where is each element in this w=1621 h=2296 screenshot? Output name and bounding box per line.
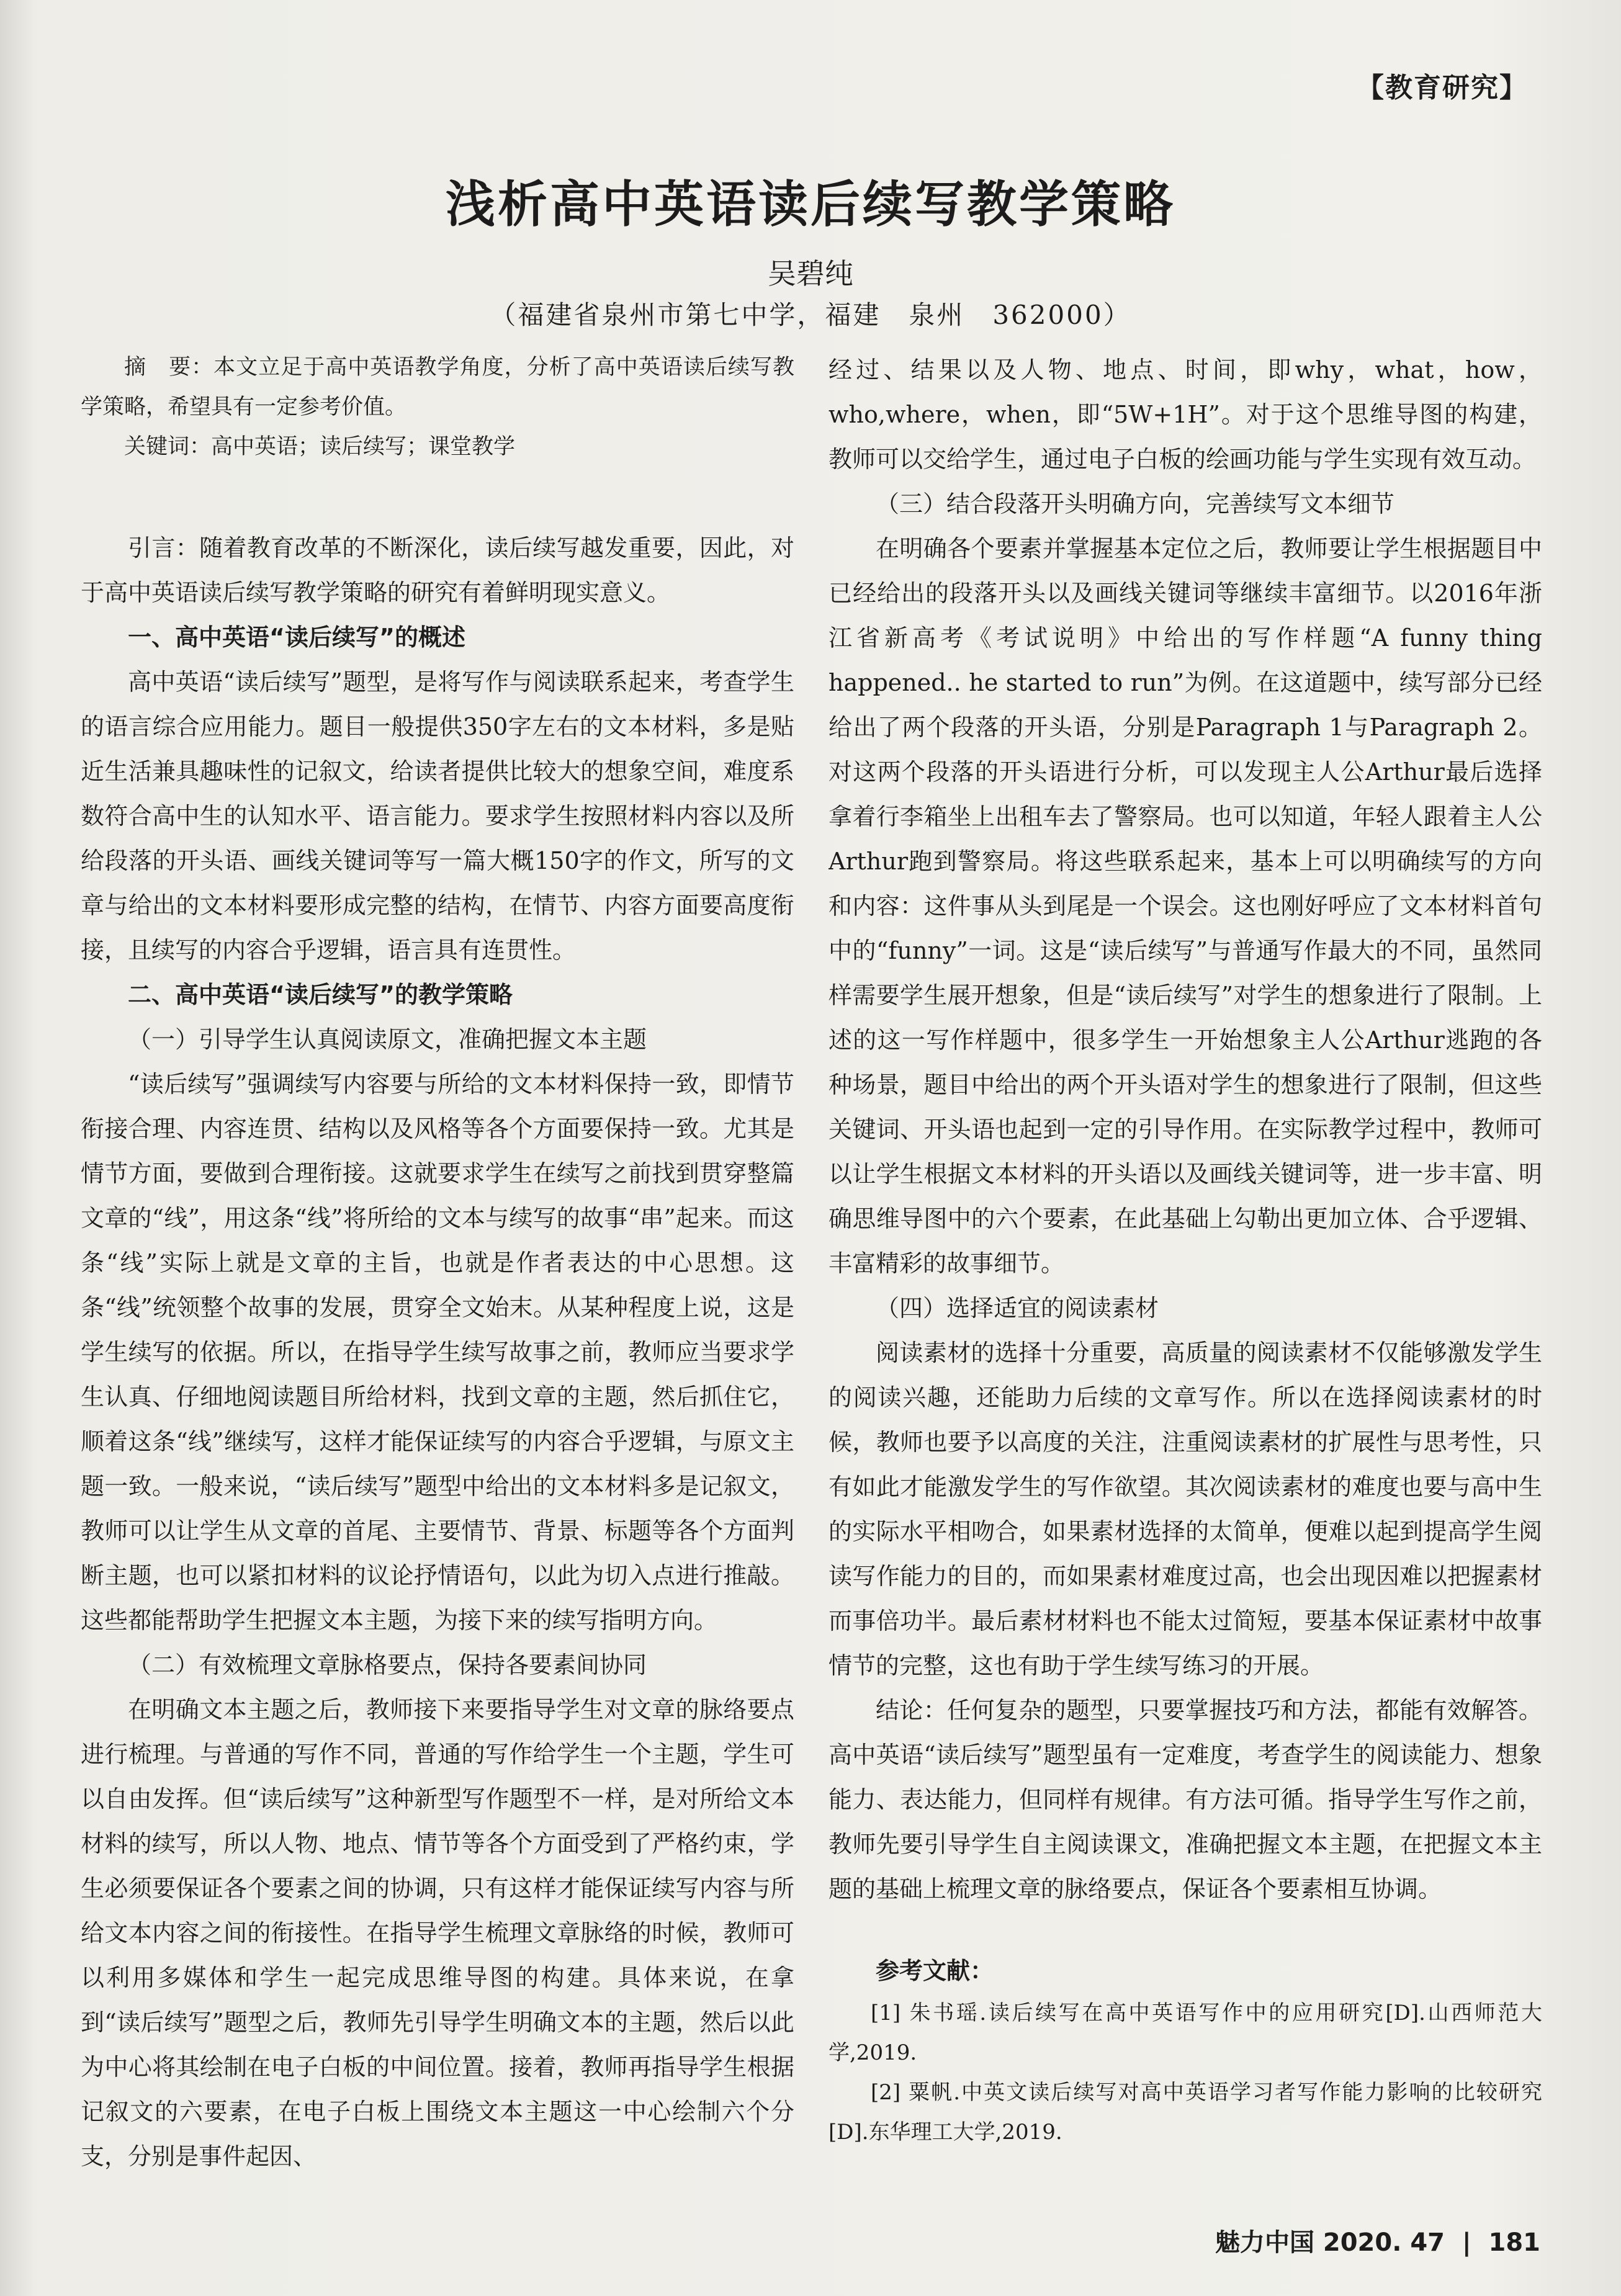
- subheading-one: （一）引导学生认真阅读原文，准确把握文本主题: [128, 1026, 647, 1053]
- heading-section-two: 二、高中英语“读后续写”的教学策略: [128, 981, 513, 1008]
- article-author: 吴碧纯: [768, 257, 853, 290]
- paragraph-subsection-two-continued: 经过、结果以及人物、地点、时间，即why，what，how，who,where，when，即“5W+1H”。对于这个思维导图的构建，教师可以交给学生，通过电子白板的绘画功能与学生实现有效互动。: [828, 356, 1542, 473]
- subheading-four: （四）选择适宜的阅读素材: [876, 1294, 1159, 1322]
- page-footer: [1215, 2223, 1540, 2258]
- subheading-two: （二）有效梳理文章脉格要点，保持各要素间协同: [128, 1651, 647, 1679]
- subheading-three: （三）结合段落开头明确方向，完善续写文本细节: [876, 490, 1395, 518]
- article-title: 浅析高中英语读后续写教学策略: [446, 176, 1175, 233]
- paragraph-subsection-two: 在明确文本主题之后，教师接下来要指导学生对文章的脉络要点进行梳理。与普通的写作不同，普通的写作给学生一个主题，学生可以自由发挥。但“读后续写”这种新型写作题型不一样，是对所给文本材料的续写，所以人物、地点、情节等各个方面受到了严格约束，学生必须要保证各个要素之间的协调，只有这样才能保证续写内容与所给文本内容之间的衔接性。在指导学生梳理文章脉络的时候，教师可以利用多媒体和学生一起完成思维导图的构建。具体来说，在拿到“读后续写”题型之后，教师先引导学生明确文本的主题，然后以此为中心将其绘制在电子白板的中间位置。接着，教师再指导学生根据记叙文的六要素，在电子白板上围绕文本主题这一中心绘制六个分支，分别是事件起因、: [81, 1696, 794, 2170]
- abstract: 摘 要：本文立足于高中英语教学角度，分析了高中英语读后续写教学策略，希望具有一定参考价值。: [81, 355, 794, 419]
- footer-separator: |: [1462, 2228, 1471, 2257]
- right-column: [828, 348, 1542, 2184]
- heading-section-one: 一、高中英语“读后续写”的概述: [128, 624, 465, 651]
- paragraph-subsection-four: 阅读素材的选择十分重要，高质量的阅读素材不仅能够激发学生的阅读兴趣，还能助力后续的文章写作。所以在选择阅读素材的时候，教师也要予以高度的关注，注重阅读素材的扩展性与思考性，只有如此才能激发学生的写作欲望。其次阅读素材的难度也要与高中生的实际水平相吻合，如果素材选择的太简单，便难以起到提高学生阅读写作能力的目的，而如果素材难度过高，也会出现因难以把握素材而事倍功半。最后素材材料也不能太过简短，要基本保证素材中故事情节的完整，这也有助于学生续写练习的开展。: [828, 1339, 1542, 1679]
- paragraph-overview: 高中英语“读后续写”题型，是将写作与阅读联系起来，考查学生的语言综合应用能力。题目一般提供350字左右的文本材料，多是贴近生活兼具趣味性的记叙文，给读者提供比较大的想象空间，难度系数符合高中生的认知水平、语言能力。要求学生按照材料内容以及所给段落的开头语、画线关键词等写一篇大概150字的作文，所写的文章与给出的文本材料要形成完整的结构，在情节、内容方面要高度衔接，且续写的内容合乎逻辑，语言具有连贯性。: [81, 668, 794, 964]
- introduction: 引言：随着教育改革的不断深化，读后续写越发重要，因此，对于高中英语读后续写教学策略的研究有着鲜明现实意义。: [81, 534, 794, 606]
- author-affiliation: （福建省泉州市第七中学，福建 泉州 362000）: [490, 300, 1131, 330]
- reference-item: [1] 朱书瑶.读后续写在高中英语写作中的应用研究[D].山西师范大学,2019.: [828, 2001, 1542, 2065]
- conclusion: 结论：任何复杂的题型，只要掌握技巧和方法，都能有效解答。高中英语“读后续写”题型虽有一定难度，考查学生的阅读能力、想象能力、表达能力，但同样有规律。有方法可循。指导学生写作之前，教师先要引导学生自主阅读课文，准确把握文本主题，在把握文本主题的基础上梳理文章的脉络要点，保证各个要素相互协调。: [828, 1697, 1542, 1903]
- journal-name: 魅力中国: [1215, 2228, 1314, 2257]
- section-tag: 【教育研究】: [1357, 72, 1528, 104]
- left-column: [81, 348, 794, 2184]
- issue-number: 2020. 47: [1322, 2228, 1445, 2257]
- paragraph-subsection-one: “读后续写”强调续写内容要与所给的文本材料保持一致，即情节衔接合理、内容连贯、结构以及风格等各个方面要保持一致。尤其是情节方面，要做到合理衔接。这就要求学生在续写之前找到贯穿整篇文章的“线”，用这条“线”将所给的文本与续写的故事“串”起来。而这条“线”实际上就是文章的主旨，也就是作者表达的中心思想。这条“线”统领整个故事的发展，贯穿全文始末。从某种程度上说，这是学生续写的依据。所以，在指导学生续写故事之前，教师应当要求学生认真、仔细地阅读题目所给材料，找到文章的主题，然后抓住它，顺着这条“线”继续写，这样才能保证续写的内容合乎逻辑，与原文主题一致。一般来说，“读后续写”题型中给出的文本材料多是记叙文，教师可以让学生从文章的首尾、主要情节、背景、标题等各个方面判断主题，也可以紧扣材料的议论抒情语句，以此为切入点进行推敲。这些都能帮助学生把握文本主题，为接下来的续写指明方向。: [81, 1070, 794, 1634]
- references-heading: 参考文献：: [876, 1957, 994, 1984]
- page-number: 181: [1488, 2228, 1540, 2257]
- reference-item: [2] 粟帆.中英文读后续写对高中英语学习者写作能力影响的比较研究[D].东华理工大学,2019.: [828, 2080, 1542, 2145]
- paragraph-subsection-three: 在明确各个要素并掌握基本定位之后，教师要让学生根据题目中已经给出的段落开头以及画线关键词等继续丰富细节。以2016年浙江省新高考《考试说明》中给出的写作样题“A funny thing happened.. he started to run”为例。在这道题中，续写部分已经给出了两个段落的开头语，分别是Paragraph 1与Paragraph 2。对这两个段落的开头语进行分析，可以发现主人公Arthur最后选择拿着行李箱坐上出租车去了警察局。也可以知道，年轻人跟着主人公Arthur跑到警察局。将这些联系起来，基本上可以明确续写的方向和内容：这件事从头到尾是一个误会。这也刚好呼应了文本材料首句中的“funny”一词。这是“读后续写”与普通写作最大的不同，虽然同样需要学生展开想象，但是“读后续写”对学生的想象进行了限制。上述的这一写作样题中，很多学生一开始想象主人公Arthur逃跑的各种场景，题目中给出的两个开头语对学生的想象进行了限制，但这些关键词、开头语也起到一定的引导作用。在实际教学过程中，教师可以让学生根据文本材料的开头语以及画线关键词等，进一步丰富、明确思维导图中的六个要素，在此基础上勾勒出更加立体、合乎逻辑、丰富精彩的故事细节。: [828, 535, 1542, 1277]
- keywords: 关键词：高中英语；读后续写；课堂教学: [124, 434, 516, 459]
